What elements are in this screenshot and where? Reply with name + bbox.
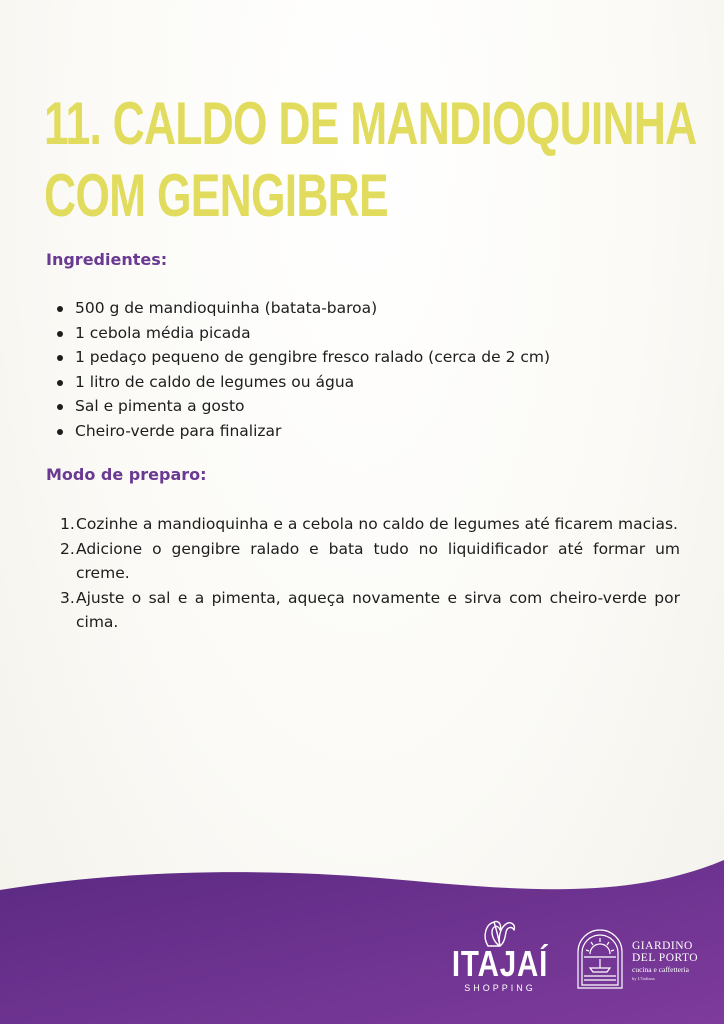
giardino-logo (574, 928, 724, 998)
giardino-by: by L'Italiana (632, 976, 655, 981)
ingredient-item: 500 g de mandioquinha (batata-baroa) (52, 296, 672, 321)
step-item (60, 512, 680, 537)
ingredient-item: 1 pedaço pequeno de gengibre fresco ralado (cerca de 2 cm) (52, 345, 672, 370)
recipe-title (44, 88, 697, 232)
ingredient-item: 1 cebola média picada (52, 321, 672, 346)
ingredients-list (52, 296, 672, 443)
step-text: Cozinhe a mandioquinha e a cebola no caldo de legumes até ficarem macias. (76, 515, 678, 533)
step-number: 2. (60, 539, 75, 558)
recipe-title-line1: 11. CALDO DE MANDIOQUINHA (44, 90, 697, 157)
giardino-subtitle: cucina e caffetteria (632, 965, 689, 974)
prep-heading: Modo de preparo: (46, 465, 207, 484)
ingredients-heading: Ingredientes: (46, 250, 168, 269)
ingredient-item: 1 litro de caldo de legumes ou água (52, 370, 672, 395)
step-item (60, 537, 680, 586)
step-text: Ajuste o sal e a pimenta, aqueça novamente e sirva com cheiro-verde por cima. (76, 588, 680, 631)
step-item (60, 586, 680, 635)
recipe-title-line2: COM GENGIBRE (44, 162, 388, 229)
itajai-shopping-logo (440, 918, 560, 1008)
step-text: Adicione o gengibre ralado e bata tudo no liquidificador até formar um creme. (76, 539, 680, 582)
ingredient-item: Sal e pimenta a gosto (52, 394, 672, 419)
giardino-name: GIARDINO (632, 940, 693, 952)
step-number: 1. (60, 515, 75, 533)
itajai-wordmark: ITAJAÍ (451, 943, 549, 984)
sunset-boat-seal-icon (574, 928, 626, 992)
giardino-text (632, 940, 698, 982)
itajai-subtitle: SHOPPING (464, 983, 536, 993)
steps-list (60, 512, 680, 635)
giardino-name-2: DEL PORTO (632, 952, 699, 964)
step-number: 3. (60, 588, 75, 607)
ingredient-item: Cheiro-verde para finalizar (52, 419, 672, 444)
